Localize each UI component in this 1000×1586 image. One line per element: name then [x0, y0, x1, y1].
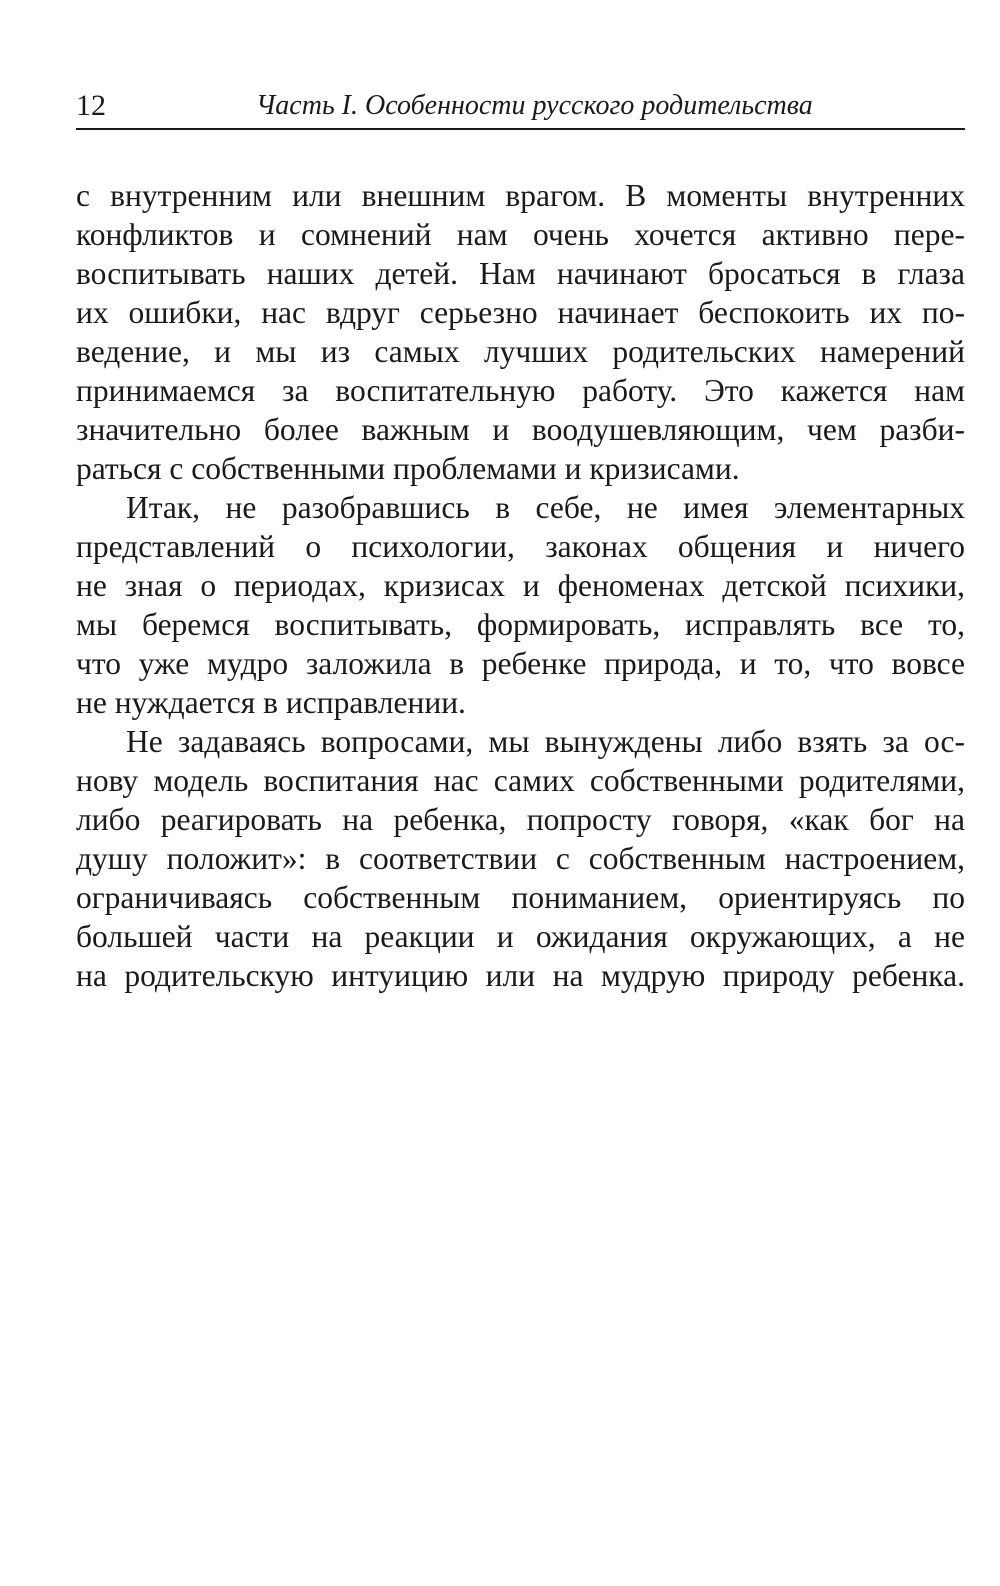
- text-line: конфликтов и сомнений нам очень хочется активно пере-: [76, 217, 965, 252]
- text-line: их ошибки, нас вдруг серьезно начинает беспокоить их по-: [76, 295, 965, 330]
- page-number: 12: [76, 89, 106, 122]
- text-line: либо реагировать на ребенка, попросту говоря, «как бог на: [76, 802, 965, 837]
- text-line: значительно более важным и воодушевляющим, чем разби-: [76, 412, 965, 447]
- running-title: Часть I. Особенности русского родительства: [256, 90, 813, 121]
- text-line: ведение, и мы из самых лучших родительских намерений: [76, 334, 965, 369]
- body-text: [76, 176, 965, 995]
- text-line: на родительскую интуицию или на мудрую природу ребенка.: [76, 958, 965, 993]
- text-line: Итак, не разобравшись в себе, не имея элементарных: [126, 490, 965, 525]
- text-line: не зная о периодах, кризисах и феноменах детской психики,: [76, 568, 965, 603]
- text-line: раться с собственными проблемами и кризисами.: [76, 451, 740, 486]
- text-line: что уже мудро заложила в ребенке природа, и то, что вовсе: [76, 646, 965, 681]
- text-line: душу положит»: в соответствии с собственным настроением,: [76, 841, 965, 876]
- text-line: не нуждается в исправлении.: [76, 685, 466, 720]
- text-line: представлений о психологии, законах общения и ничего: [76, 529, 965, 564]
- running-head: [76, 84, 965, 130]
- text-line: нову модель воспитания нас самих собственными родителями,: [76, 763, 965, 798]
- text-line: Не задаваясь вопросами, мы вынуждены либо взять за ос-: [126, 724, 965, 759]
- text-line: большей части на реакции и ожидания окружающих, а не: [76, 919, 965, 954]
- text-line: воспитывать наших детей. Нам начинают бросаться в глаза: [76, 256, 965, 291]
- text-line: мы беремся воспитывать, формировать, исправлять все то,: [76, 607, 965, 642]
- text-line: ограничиваясь собственным пониманием, ориентируясь по: [76, 880, 965, 915]
- text-line: принимаемся за воспитательную работу. Это кажется нам: [76, 373, 965, 408]
- text-line: с внутренним или внешним врагом. В моменты внутренних: [76, 178, 965, 213]
